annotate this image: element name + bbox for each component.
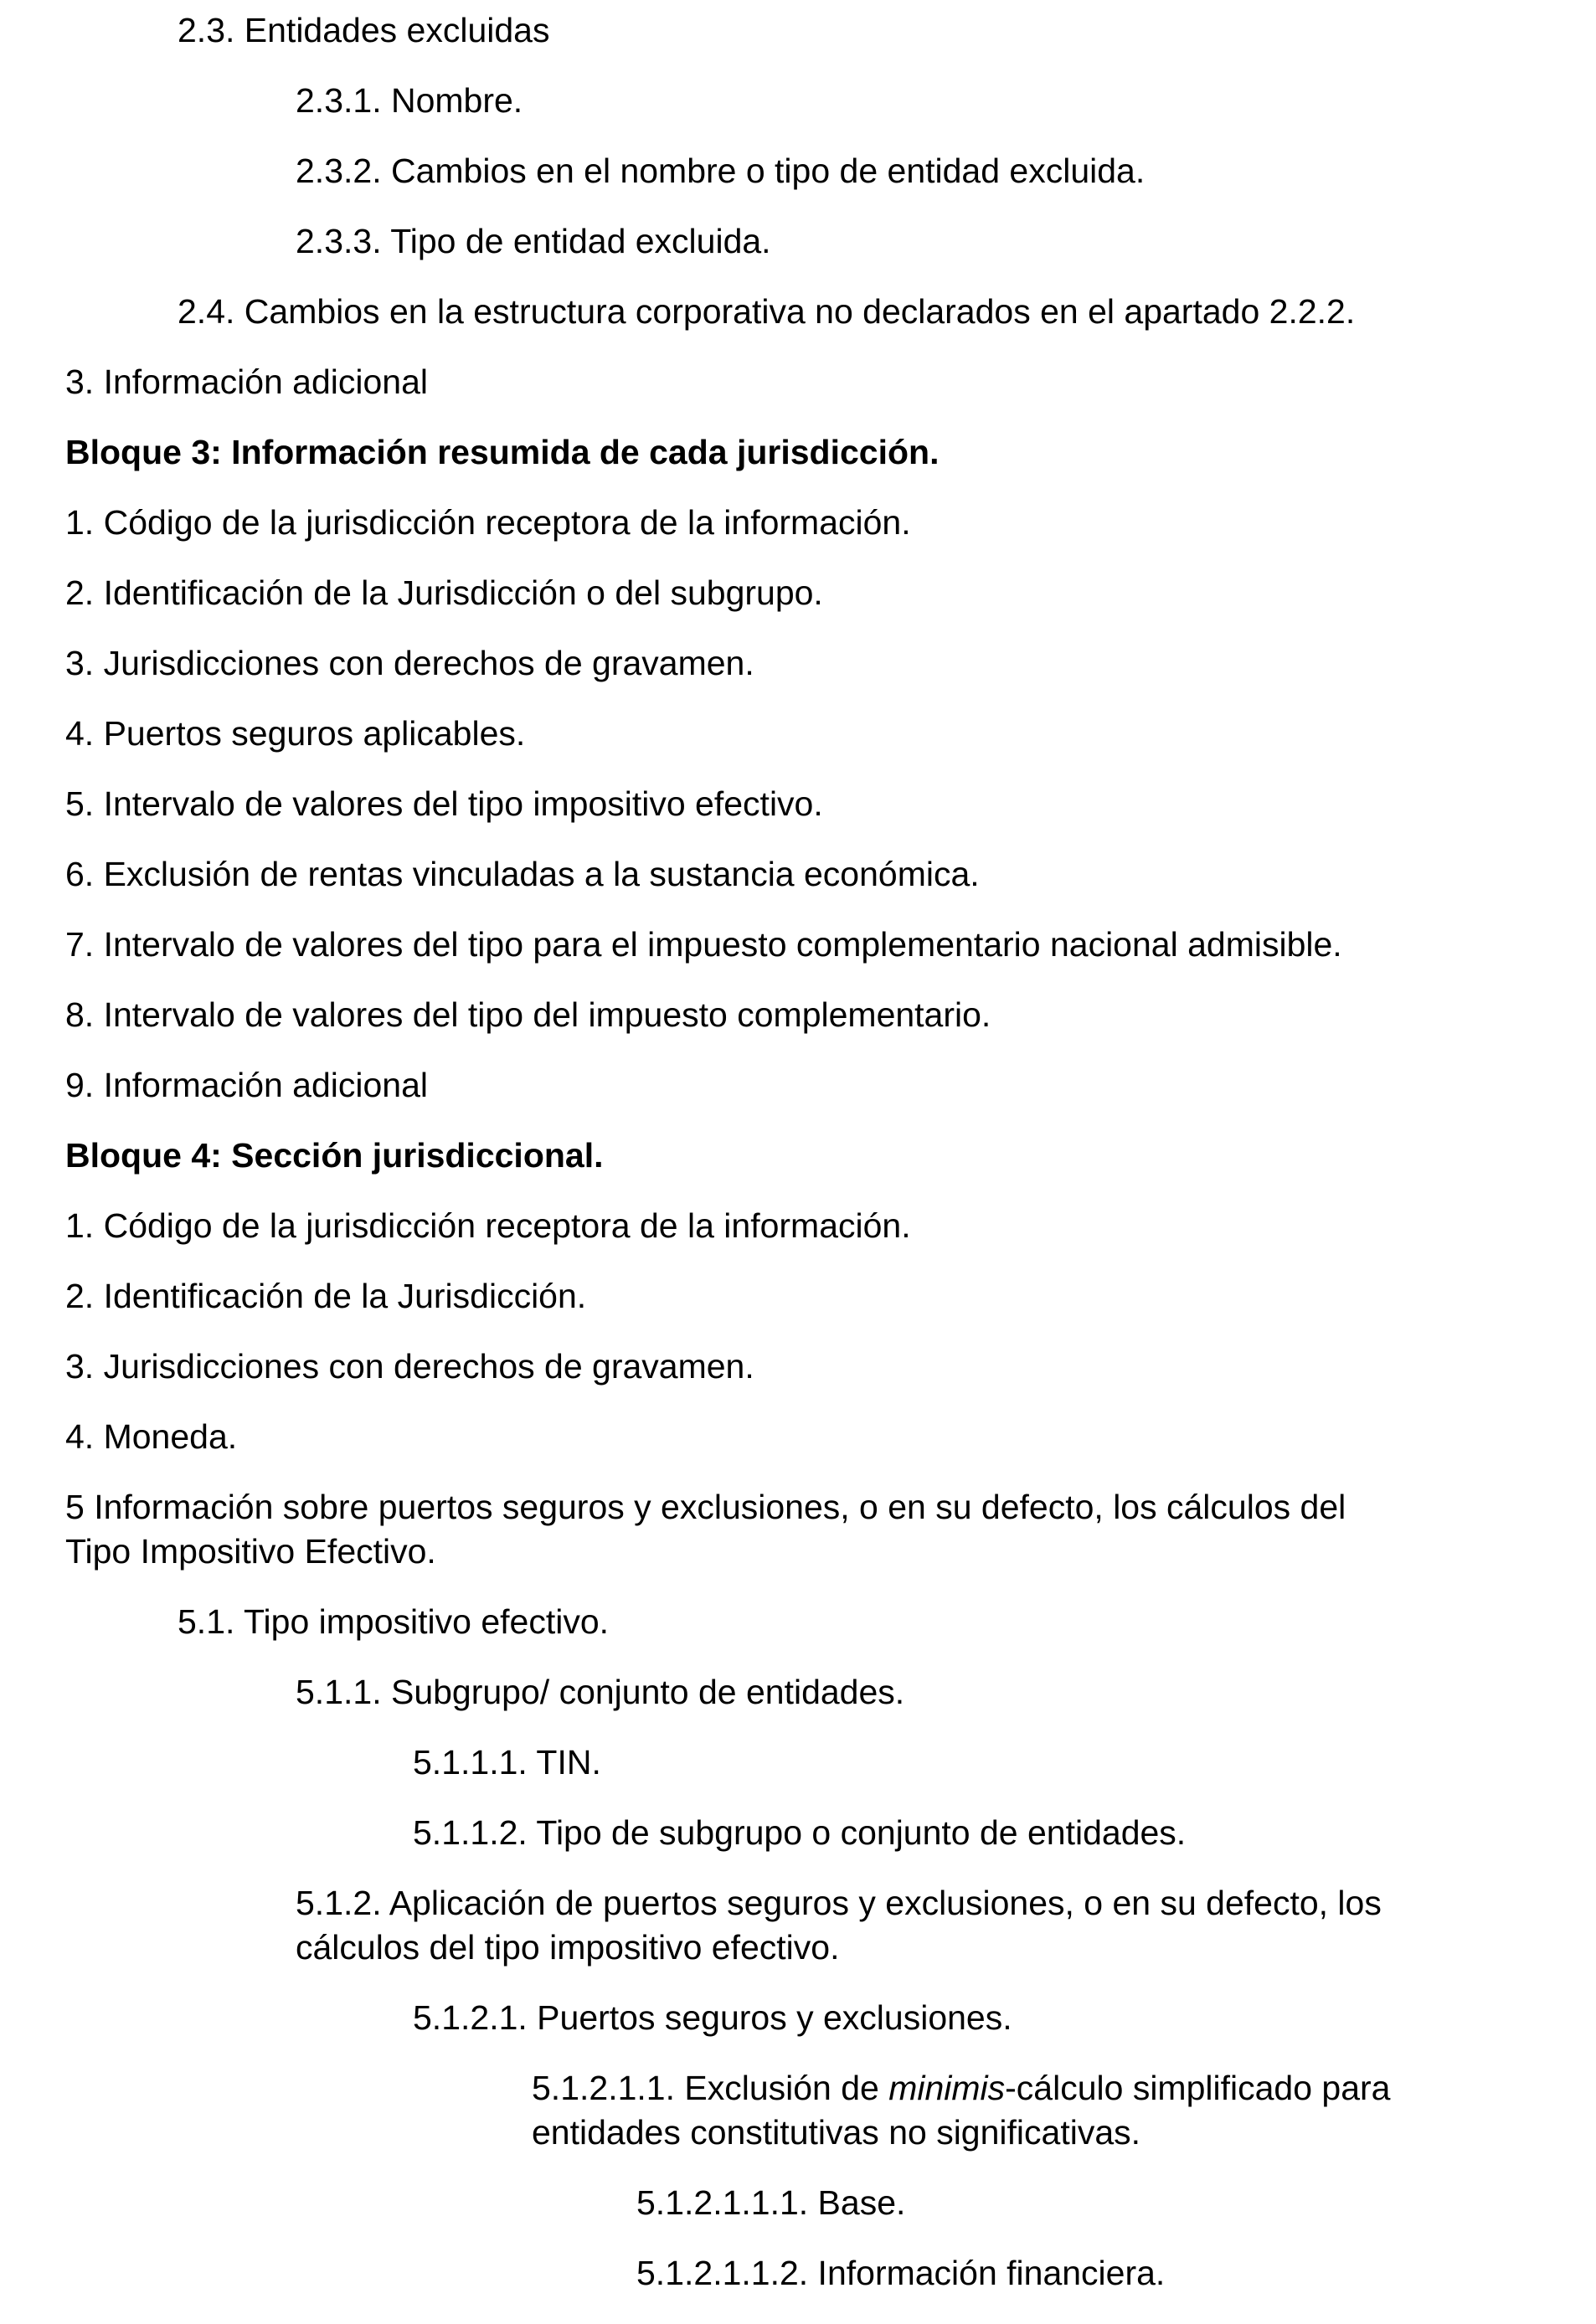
text-run: cálculos del tipo impositivo efectivo. bbox=[296, 1928, 840, 1967]
text-line bbox=[65, 641, 1596, 686]
text-line bbox=[65, 993, 1596, 1037]
section-heading bbox=[0, 1134, 1596, 1178]
text-run: 5.1.1. Subgrupo/ conjunto de entidades. bbox=[296, 1673, 905, 1711]
text-line bbox=[65, 1530, 1596, 1574]
outline-item bbox=[0, 2181, 1596, 2225]
text-run: 9. Información adicional bbox=[65, 1066, 429, 1104]
text-run: 4. Puertos seguros aplicables. bbox=[65, 714, 526, 753]
text-run: 2. Identificación de la Jurisdicción o del subgrupo. bbox=[65, 573, 823, 612]
text-line bbox=[65, 782, 1596, 826]
text-run: 5 Información sobre puertos seguros y exclusiones, o en su defecto, los cálculos del bbox=[65, 1488, 1346, 1526]
outline-item bbox=[0, 2251, 1596, 2296]
text-line bbox=[65, 571, 1596, 615]
text-run: Tipo Impositivo Efectivo. bbox=[65, 1532, 436, 1571]
outline-item bbox=[0, 571, 1596, 615]
text-line bbox=[296, 1881, 1596, 1926]
outline-item bbox=[0, 1670, 1596, 1715]
text-run: 5.1. Tipo impositivo efectivo. bbox=[178, 1602, 610, 1641]
text-line bbox=[413, 1996, 1596, 2040]
text-line bbox=[65, 712, 1596, 756]
text-run: 5.1.1.2. Tipo de subgrupo o conjunto de entidades. bbox=[413, 1813, 1187, 1852]
text-line bbox=[65, 923, 1596, 967]
text-line bbox=[65, 360, 1596, 404]
text-line bbox=[532, 2111, 1596, 2155]
text-run: 3. Jurisdicciones con derechos de gravamen. bbox=[65, 1347, 754, 1386]
outline-item bbox=[0, 501, 1596, 545]
text-run: 5. Intervalo de valores del tipo impositivo efectivo. bbox=[65, 784, 823, 823]
text-run: entidades constitutivas no significativas. bbox=[532, 2113, 1141, 2152]
text-line bbox=[296, 219, 1596, 264]
text-line bbox=[65, 1274, 1596, 1319]
outline-item bbox=[0, 1204, 1596, 1248]
section-heading bbox=[0, 430, 1596, 475]
text-line bbox=[413, 1740, 1596, 1785]
outline-item bbox=[0, 2066, 1596, 2155]
text-run: 5.1.2.1.1.2. Información financiera. bbox=[636, 2254, 1166, 2292]
text-run: 5.1.2. Aplicación de puertos seguros y exclusiones, o en su defecto, los bbox=[296, 1884, 1382, 1922]
outline-item bbox=[0, 79, 1596, 123]
text-run: 2. Identificación de la Jurisdicción. bbox=[65, 1277, 587, 1315]
text-run: Bloque 3: Información resumida de cada jurisdicción. bbox=[65, 433, 940, 471]
text-line bbox=[636, 2181, 1596, 2225]
outline-item bbox=[0, 1811, 1596, 1855]
text-run: 2.4. Cambios en la estructura corporativa no declarados en el apartado 2.2.2. bbox=[178, 292, 1356, 331]
text-run: 3. Jurisdicciones con derechos de gravamen. bbox=[65, 644, 754, 682]
outline-item bbox=[0, 219, 1596, 264]
outline-item bbox=[0, 923, 1596, 967]
outline-item bbox=[0, 782, 1596, 826]
outline-item bbox=[0, 1881, 1596, 1970]
text-line bbox=[532, 2066, 1596, 2111]
text-run: 1. Código de la jurisdicción receptora de la información. bbox=[65, 1206, 911, 1245]
text-line bbox=[178, 290, 1596, 334]
outline-item bbox=[0, 1740, 1596, 1785]
text-run: 6. Exclusión de rentas vinculadas a la sustancia económica. bbox=[65, 855, 980, 893]
text-run: 4. Moneda. bbox=[65, 1417, 238, 1456]
text-line bbox=[178, 1600, 1596, 1644]
text-run: 5.1.1.1. TIN. bbox=[413, 1743, 601, 1782]
text-run: 2.3. Entidades excluidas bbox=[178, 11, 550, 49]
text-run: 1. Código de la jurisdicción receptora de la información. bbox=[65, 503, 911, 542]
text-run: 5.1.2.1.1.1. Base. bbox=[636, 2183, 906, 2222]
text-run: minimis bbox=[888, 2069, 1006, 2107]
outline-item bbox=[0, 8, 1596, 53]
text-run: 2.3.2. Cambios en el nombre o tipo de entidad excluida. bbox=[296, 152, 1146, 190]
outline-item bbox=[0, 1345, 1596, 1389]
outline-item bbox=[0, 1600, 1596, 1644]
text-line bbox=[296, 149, 1596, 193]
text-line bbox=[65, 1134, 1596, 1178]
outline-item bbox=[0, 1415, 1596, 1459]
text-run: 8. Intervalo de valores del tipo del impuesto complementario. bbox=[65, 995, 991, 1034]
outline-item bbox=[0, 1274, 1596, 1319]
text-run: 2.3.3. Tipo de entidad excluida. bbox=[296, 222, 771, 260]
outline-item bbox=[0, 712, 1596, 756]
outline-item bbox=[0, 290, 1596, 334]
text-line bbox=[65, 1485, 1596, 1530]
outline-item bbox=[0, 641, 1596, 686]
text-run: 5.1.2.1. Puertos seguros y exclusiones. bbox=[413, 1998, 1012, 2037]
text-line bbox=[65, 1204, 1596, 1248]
text-run: Bloque 4: Sección jurisdiccional. bbox=[65, 1136, 604, 1175]
text-line bbox=[413, 1811, 1596, 1855]
outline-item bbox=[0, 149, 1596, 193]
text-run: 5.1.2.1.1. Exclusión de bbox=[532, 2069, 889, 2107]
outline-item bbox=[0, 1063, 1596, 1108]
text-run: -cálculo simplificado para bbox=[1005, 2069, 1391, 2107]
outline-item bbox=[0, 1485, 1596, 1574]
text-line bbox=[296, 1926, 1596, 1970]
text-line bbox=[65, 852, 1596, 897]
text-line bbox=[178, 8, 1596, 53]
text-run: 7. Intervalo de valores del tipo para el impuesto complementario nacional admisible. bbox=[65, 925, 1342, 964]
outline-item bbox=[0, 993, 1596, 1037]
text-line bbox=[65, 430, 1596, 475]
text-line bbox=[296, 79, 1596, 123]
outline-item bbox=[0, 360, 1596, 404]
text-line bbox=[296, 1670, 1596, 1715]
text-run: 3. Información adicional bbox=[65, 362, 429, 401]
text-line bbox=[65, 501, 1596, 545]
text-line bbox=[636, 2251, 1596, 2296]
text-line bbox=[65, 1063, 1596, 1108]
text-line bbox=[65, 1415, 1596, 1459]
text-line bbox=[65, 1345, 1596, 1389]
outline-item bbox=[0, 1996, 1596, 2040]
outline-item bbox=[0, 852, 1596, 897]
text-run: 2.3.1. Nombre. bbox=[296, 81, 523, 120]
